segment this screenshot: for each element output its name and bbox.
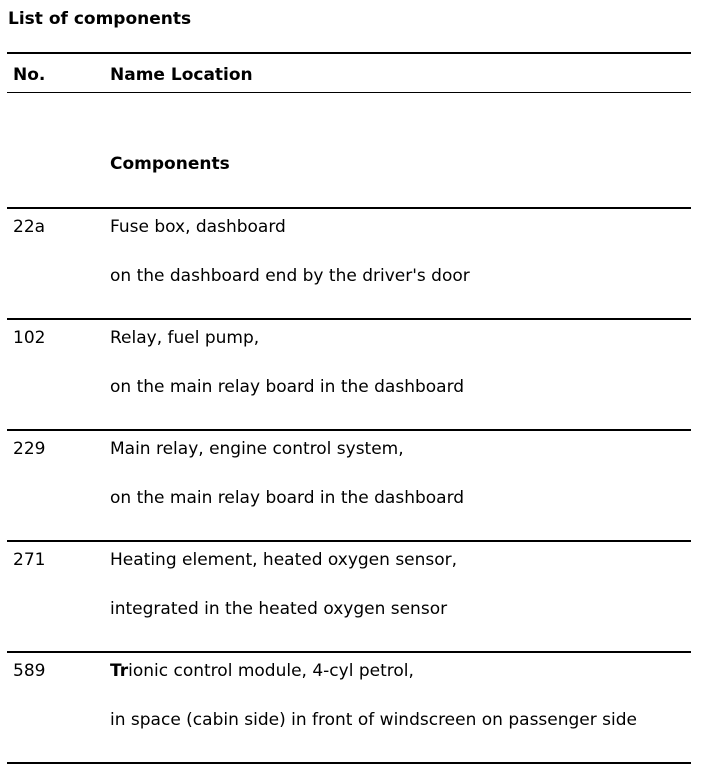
table-row bbox=[0, 209, 704, 319]
header-top-rule bbox=[7, 52, 691, 54]
component-name: Relay, fuel pump, bbox=[110, 328, 260, 348]
column-header-no: No. bbox=[13, 65, 46, 85]
component-name: Heating element, heated oxygen sensor, bbox=[110, 550, 458, 570]
table-row bbox=[0, 653, 704, 763]
component-number: 22a bbox=[13, 217, 46, 237]
component-number: 102 bbox=[13, 328, 46, 348]
component-location: on the dashboard end by the driver's door bbox=[110, 266, 470, 286]
component-number: 589 bbox=[13, 661, 46, 681]
component-name-rest: ionic control module, 4-cyl petrol, bbox=[128, 661, 414, 681]
component-location: on the main relay board in the dashboard bbox=[110, 377, 465, 397]
column-header-name-location: Name Location bbox=[110, 65, 253, 85]
component-number: 229 bbox=[13, 439, 46, 459]
table-row bbox=[0, 431, 704, 541]
component-name-bold-part: Tr bbox=[110, 661, 129, 681]
component-location: in space (cabin side) in front of windscreen on passenger side bbox=[110, 710, 637, 730]
table-row bbox=[0, 542, 704, 652]
section-title: Components bbox=[110, 154, 230, 174]
page-title: List of components bbox=[8, 9, 192, 29]
component-location: on the main relay board in the dashboard bbox=[110, 488, 465, 508]
component-name: Main relay, engine control system, bbox=[110, 439, 404, 459]
table-bottom-rule bbox=[7, 762, 691, 764]
component-number: 271 bbox=[13, 550, 46, 570]
header-bottom-rule bbox=[7, 92, 691, 93]
table-row bbox=[0, 320, 704, 430]
component-name bbox=[110, 661, 414, 681]
component-location: integrated in the heated oxygen sensor bbox=[110, 599, 448, 619]
component-name: Fuse box, dashboard bbox=[110, 217, 286, 237]
